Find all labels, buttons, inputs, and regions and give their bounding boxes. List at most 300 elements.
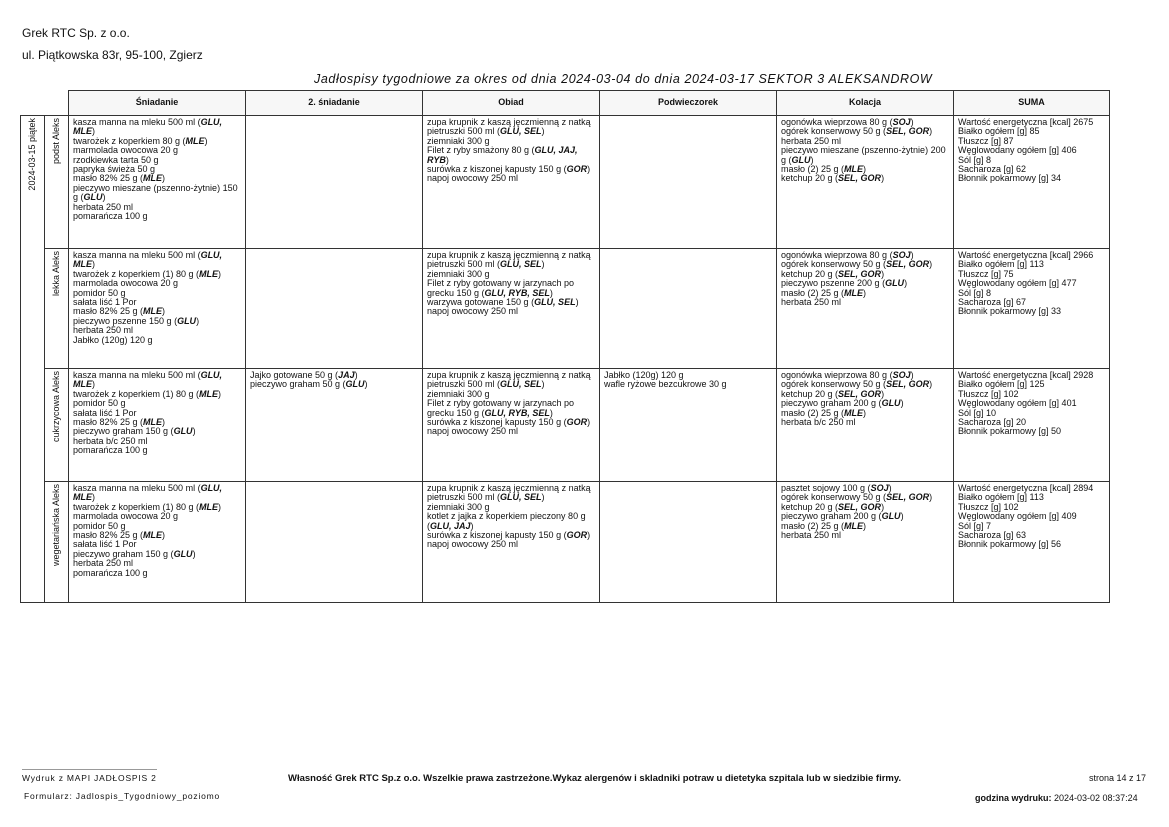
table-row: [21, 369, 1110, 482]
menu-text: ): [549, 287, 553, 298]
menu-text: twarożek z koperkiem (1) 80 g (: [73, 388, 200, 399]
print-source: Wydruk z MAPI JADŁOSPIS 2: [22, 773, 157, 783]
meal-cell-second-breakfast: [246, 369, 423, 482]
menu-text: napoj owocowy 250 ml: [427, 539, 519, 550]
menu-text: surówka z kiszonej kapusty 150 g (: [427, 164, 567, 175]
allergen-code: GOR: [566, 417, 588, 428]
menu-line: [73, 212, 241, 221]
allergen-code: GLU: [885, 278, 905, 289]
allergen-code: GLU, RYB, SEL: [484, 287, 550, 298]
allergen-code: SOJ: [892, 370, 911, 380]
menu-text: ): [541, 259, 545, 270]
menu-text: herbata b/c 250 ml: [781, 417, 856, 428]
menu-text: ): [541, 492, 545, 503]
meal-cell-dinner: [777, 116, 954, 249]
menu-text: Tłuszcz [g] 75: [958, 268, 1014, 279]
allergen-code: MLE: [199, 388, 219, 399]
menu-text: Węglowodany ogółem [g] 406: [958, 145, 1077, 156]
menu-text: ): [162, 530, 166, 541]
menu-text: ogórek konserwowy 50 g (: [781, 379, 887, 390]
menu-text: ziemniaki 300 g: [427, 135, 490, 146]
meal-cell-afternoon-snack: [600, 369, 777, 482]
meal-cell-sum: [954, 249, 1110, 369]
diet-label: wegetariańska Aleks: [50, 484, 61, 567]
menu-text: ): [929, 492, 933, 503]
menu-text: pieczywo graham 150 g (: [73, 548, 174, 559]
allergen-code: MLE: [844, 164, 864, 175]
menu-text: ): [196, 315, 200, 326]
allergen-code: GOR: [566, 164, 588, 175]
form-name: Formularz: Jadlospis_Tygodniowy_poziomo: [24, 791, 221, 801]
meal-cell-lunch: [423, 116, 600, 249]
document-title: Jadłospisy tygodniowe za okres od dnia 2024-03-04 do dnia 2024-03-17 SEKTOR 3 ALEKSANDROW: [314, 72, 933, 86]
allergen-code: MLE: [143, 306, 163, 317]
allergen-code: GLU: [177, 315, 197, 326]
menu-line: [958, 174, 1105, 183]
menu-line: [73, 251, 241, 260]
menu-text: ): [92, 492, 95, 503]
print-time-label: godzina wydruku:: [975, 793, 1052, 803]
allergen-code: SEL, GOR: [886, 259, 930, 270]
menu-text: Sól [g] 8: [958, 287, 992, 298]
meal-cell-second-breakfast: [246, 249, 423, 369]
menu-text: ): [192, 548, 196, 559]
company-address: ul. Piątkowska 83r, 95-100, Zgierz: [22, 48, 203, 62]
menu-text: Sacharoza [g] 62: [958, 164, 1027, 175]
menu-text: wafle ryżowe bezcukrowe 30 g: [604, 379, 727, 390]
meal-cell-breakfast: [69, 249, 246, 369]
menu-text: pietruszki 500 ml (: [427, 259, 501, 270]
menu-text: Jajko gotowane 50 g (: [250, 370, 339, 380]
menu-text: ): [549, 407, 553, 418]
menu-text: Filet z ryby smażony 80 g (: [427, 145, 535, 156]
menu-text: sałata liść 1 Por: [73, 407, 137, 418]
menu-text: Sól [g] 7: [958, 520, 992, 531]
menu-line: [73, 336, 241, 345]
menu-text: sałata liść 1 Por: [73, 297, 137, 308]
menu-text: surówka z kiszonej kapusty 150 g (: [427, 530, 567, 541]
menu-line: [781, 298, 949, 307]
menu-text: napoj owocowy 250 ml: [427, 306, 519, 317]
menu-text: ): [102, 192, 106, 203]
header-blank: [45, 91, 69, 116]
allergen-code: SOJ: [892, 250, 911, 260]
meal-cell-dinner: [777, 369, 954, 482]
diet-label: podst Aleks: [50, 118, 61, 165]
menu-text: kasza manna na mleku 500 ml (: [73, 483, 201, 493]
menu-text: kotlet z jajka z koperkiem pieczony 80 g: [427, 511, 586, 522]
menu-text: kasza manna na mleku 500 ml (: [73, 370, 201, 380]
table-row: [21, 249, 1110, 369]
menu-text: pomidor 50 g: [73, 287, 126, 298]
menu-text: kasza manna na mleku 500 ml (: [73, 117, 201, 127]
menu-text: ziemniaki 300 g: [427, 501, 490, 512]
allergen-code: GLU,: [200, 370, 223, 380]
menu-text: Sól [g] 10: [958, 407, 997, 418]
meal-cell-lunch: [423, 369, 600, 482]
menu-text: marmolada owocowa 20 g: [73, 145, 179, 156]
menu-text: kasza manna na mleku 500 ml (: [73, 250, 201, 260]
menu-text: papryka świeża 50 g: [73, 164, 156, 175]
table-row: [21, 116, 1110, 249]
menu-text: grecku 150 g (: [427, 287, 485, 298]
menu-text: Węglowodany ogółem [g] 477: [958, 278, 1077, 289]
menu-text: Wartość energetyczna [kcal] 2675: [958, 117, 1094, 127]
menu-line: [958, 540, 1105, 549]
menu-text: Białko ogółem [g] 113: [958, 492, 1044, 503]
menu-text: pieczywo mieszane (pszenno-żytnie) 200: [781, 145, 946, 156]
menu-text: ): [192, 426, 196, 437]
menu-text: Białko ogółem [g] 113: [958, 259, 1044, 270]
menu-text: ): [929, 126, 933, 137]
allergen-code: GLU, RYB, SEL: [484, 407, 550, 418]
menu-line: [73, 484, 241, 493]
menu-text: ): [900, 398, 904, 409]
menu-text: pieczywo graham 50 g (: [250, 379, 346, 390]
menu-text: warzywa gotowane 150 g (: [427, 297, 535, 308]
menu-text: ): [92, 379, 95, 390]
menu-text: ): [587, 530, 591, 541]
allergen-code: GLU, SEL: [534, 297, 576, 308]
allergen-code: MLE: [844, 407, 864, 418]
allergen-code: MLE: [73, 492, 92, 503]
menu-text: ): [910, 117, 914, 127]
menu-text: Jabłko (120g) 120 g: [604, 370, 684, 380]
menu-text: Tłuszcz [g] 102: [958, 388, 1019, 399]
meal-cell-afternoon-snack: [600, 116, 777, 249]
menu-text: Błonnik pokarmowy [g] 56: [958, 539, 1062, 550]
menu-text: ogórek konserwowy 50 g (: [781, 492, 887, 503]
column-header-sum: SUMA: [954, 91, 1110, 116]
allergen-code: SOJ: [870, 483, 889, 493]
date-cell: [21, 116, 45, 603]
menu-text: masło 82% 25 g (: [73, 306, 144, 317]
menu-line: [73, 446, 241, 455]
menu-text: ): [587, 164, 591, 175]
menu-line: [958, 427, 1105, 436]
allergen-code: SEL, GOR: [838, 268, 882, 279]
menu-text: pieczywo graham 200 g (: [781, 511, 882, 522]
menu-text: pieczywo pszenne 150 g (: [73, 315, 178, 326]
menu-text: pasztet sojowy 100 g (: [781, 483, 871, 493]
allergen-code: GLU,: [200, 117, 223, 127]
menu-text: herbata b/c 250 ml: [73, 435, 148, 446]
menu-text: ): [810, 154, 814, 165]
diet-cell: [45, 116, 69, 249]
menu-text: masło 82% 25 g (: [73, 173, 144, 184]
menu-text: pieczywo graham 200 g (: [781, 398, 882, 409]
weekly-menu-table: [20, 90, 1110, 603]
diet-cell: [45, 249, 69, 369]
menu-text: ): [162, 417, 166, 428]
print-time: [975, 793, 1138, 803]
allergen-code: GLU,: [200, 483, 223, 493]
menu-text: ): [863, 164, 867, 175]
allergen-code: GLU, SEL: [500, 259, 542, 270]
menu-line: [427, 540, 595, 549]
menu-text: ): [218, 268, 222, 279]
menu-text: herbata 250 ml: [781, 135, 842, 146]
menu-text: herbata 250 ml: [73, 325, 134, 336]
menu-text: Sacharoza [g] 20: [958, 417, 1027, 428]
menu-text: ogonówka wieprzowa 80 g (: [781, 370, 893, 380]
menu-text: ): [470, 520, 474, 531]
menu-text: Błonnik pokarmowy [g] 34: [958, 173, 1062, 184]
meal-cell-breakfast: [69, 482, 246, 603]
menu-text: pieczywo mieszane (pszenno-żytnie) 150: [73, 182, 238, 193]
menu-text: napoj owocowy 250 ml: [427, 426, 519, 437]
menu-text: ): [218, 388, 222, 399]
table-body: [21, 116, 1110, 603]
menu-text: ): [881, 173, 885, 184]
menu-text: Sacharoza [g] 63: [958, 530, 1027, 541]
diet-cell: [45, 482, 69, 603]
menu-text: Węglowodany ogółem [g] 401: [958, 398, 1077, 409]
company-info: [22, 22, 203, 66]
allergen-code: GLU: [83, 192, 103, 203]
menu-text: ): [354, 370, 358, 380]
menu-text: Błonnik pokarmowy [g] 50: [958, 426, 1062, 437]
menu-text: g (: [73, 192, 84, 203]
menu-text: ): [900, 511, 904, 522]
menu-text: zupa krupnik z kaszą jęczmienną z natką: [427, 370, 591, 380]
allergen-code: JAJ: [338, 370, 355, 380]
menu-text: pomidor 50 g: [73, 398, 126, 409]
allergen-code: SEL, GOR: [886, 126, 930, 137]
menu-text: ): [863, 407, 867, 418]
menu-text: pomarańcza 100 g: [73, 211, 148, 222]
menu-text: ): [204, 135, 208, 146]
allergen-code: GLU,: [200, 250, 223, 260]
meal-cell-lunch: [423, 482, 600, 603]
menu-text: ): [881, 268, 885, 279]
allergen-code: GLU, JAJ,: [534, 145, 578, 156]
menu-text: herbata 250 ml: [73, 558, 134, 569]
allergen-code: GLU: [881, 398, 901, 409]
menu-text: sałata liść 1 Por: [73, 539, 137, 550]
meal-cell-sum: [954, 369, 1110, 482]
menu-text: napoj owocowy 250 ml: [427, 173, 519, 184]
menu-text: ): [881, 388, 885, 399]
menu-text: ): [92, 126, 95, 137]
menu-text: twarożek z koperkiem 80 g (: [73, 135, 186, 146]
menu-text: ketchup 20 g (: [781, 268, 839, 279]
menu-text: pomarańcza 100 g: [73, 445, 148, 456]
menu-text: ogórek konserwowy 50 g (: [781, 259, 887, 270]
menu-text: zupa krupnik z kaszą jęczmienną z natką: [427, 250, 591, 260]
allergen-code: GLU, SEL: [500, 379, 542, 390]
ownership-note: Własność Grek RTC Sp.z o.o. Wszelkie prawa zastrzeżone.Wykaz alergenów i skladniki potraw u dietetyka szpitala lub w siedzibie firmy.: [288, 773, 902, 784]
menu-line: [781, 174, 949, 183]
menu-line: [958, 307, 1105, 316]
menu-text: ziemniaki 300 g: [427, 268, 490, 279]
meal-cell-afternoon-snack: [600, 249, 777, 369]
meal-cell-afternoon-snack: [600, 482, 777, 603]
menu-text: zupa krupnik z kaszą jęczmienną z natką: [427, 483, 591, 493]
menu-text: herbata 250 ml: [781, 530, 842, 541]
menu-text: (: [427, 520, 430, 531]
menu-text: pomidor 50 g: [73, 520, 126, 531]
allergen-code: GLU: [173, 548, 193, 559]
allergen-code: GLU, JAJ: [430, 520, 471, 531]
menu-text: ): [445, 154, 449, 165]
allergen-code: GLU, SEL: [500, 126, 542, 137]
menu-text: ): [910, 370, 914, 380]
menu-text: pietruszki 500 ml (: [427, 126, 501, 137]
menu-text: grecku 150 g (: [427, 407, 485, 418]
menu-line: [427, 174, 595, 183]
menu-text: masło (2) 25 g (: [781, 407, 845, 418]
menu-text: Wartość energetyczna [kcal] 2928: [958, 370, 1094, 380]
menu-text: ogórek konserwowy 50 g (: [781, 126, 887, 137]
allergen-code: SEL, GOR: [838, 501, 882, 512]
date-label: 2024-03-15 piątek: [26, 118, 37, 191]
menu-text: ): [888, 483, 892, 493]
menu-line: [781, 531, 949, 540]
allergen-code: GLU, SEL: [500, 492, 542, 503]
menu-text: ): [929, 259, 933, 270]
menu-text: pieczywo pszenne 200 g (: [781, 278, 886, 289]
menu-line: [250, 380, 418, 389]
menu-text: herbata 250 ml: [781, 297, 842, 308]
header-blank: [21, 91, 45, 116]
menu-text: twarożek z koperkiem (1) 80 g (: [73, 501, 200, 512]
allergen-code: MLE: [73, 126, 92, 137]
menu-text: zupa krupnik z kaszą jęczmienną z natką: [427, 117, 591, 127]
meal-cell-sum: [954, 482, 1110, 603]
menu-text: pieczywo graham 150 g (: [73, 426, 174, 437]
menu-text: ): [218, 501, 222, 512]
allergen-code: MLE: [143, 173, 163, 184]
allergen-code: MLE: [185, 135, 205, 146]
menu-text: Jabłko (120g) 120 g: [73, 334, 153, 345]
menu-text: pietruszki 500 ml (: [427, 379, 501, 390]
menu-text: Filet z ryby gotowany w jarzynach po: [427, 398, 575, 409]
menu-text: surówka z kiszonej kapusty 150 g (: [427, 417, 567, 428]
menu-text: pietruszki 500 ml (: [427, 492, 501, 503]
diet-label: lekka Aleks: [50, 251, 61, 297]
menu-text: ): [541, 126, 545, 137]
menu-text: ketchup 20 g (: [781, 388, 839, 399]
menu-text: ): [575, 297, 579, 308]
table-row: [21, 482, 1110, 603]
column-header-lunch: Obiad: [423, 91, 600, 116]
allergen-code: MLE: [143, 417, 163, 428]
allergen-code: SEL, GOR: [838, 388, 882, 399]
allergen-code: SOJ: [892, 117, 911, 127]
menu-text: Wartość energetyczna [kcal] 2966: [958, 250, 1094, 260]
menu-text: Tłuszcz [g] 102: [958, 501, 1019, 512]
allergen-code: MLE: [143, 530, 163, 541]
menu-text: ): [92, 259, 95, 270]
allergen-code: GLU: [881, 511, 901, 522]
menu-text: ): [929, 379, 933, 390]
menu-text: ketchup 20 g (: [781, 173, 839, 184]
diet-cell: [45, 369, 69, 482]
menu-text: masło (2) 25 g (: [781, 287, 845, 298]
allergen-code: RYB: [427, 154, 446, 165]
menu-text: Białko ogółem [g] 125: [958, 379, 1045, 390]
meal-cell-second-breakfast: [246, 116, 423, 249]
allergen-code: SEL, GOR: [886, 379, 930, 390]
menu-text: ogonówka wieprzowa 80 g (: [781, 117, 893, 127]
menu-text: pomarańcza 100 g: [73, 567, 148, 578]
allergen-code: MLE: [844, 520, 864, 531]
menu-text: ): [904, 278, 908, 289]
menu-text: ketchup 20 g (: [781, 501, 839, 512]
menu-text: ziemniaki 300 g: [427, 388, 490, 399]
menu-text: g (: [781, 154, 792, 165]
menu-text: masło (2) 25 g (: [781, 520, 845, 531]
menu-text: ): [364, 379, 368, 390]
menu-text: Tłuszcz [g] 87: [958, 135, 1014, 146]
menu-text: Filet z ryby gotowany w jarzynach po: [427, 278, 575, 289]
menu-text: Sacharoza [g] 67: [958, 297, 1027, 308]
menu-text: ): [541, 379, 545, 390]
column-header-breakfast: Śniadanie: [69, 91, 246, 116]
allergen-code: MLE: [199, 501, 219, 512]
diet-label: cukrzycowa Aleks: [50, 371, 61, 443]
column-header-afternoon-snack: Podwieczorek: [600, 91, 777, 116]
table-header-row: [21, 91, 1110, 116]
menu-text: herbata 250 ml: [73, 201, 134, 212]
allergen-code: MLE: [73, 259, 92, 270]
menu-text: ): [162, 306, 166, 317]
menu-text: masło 82% 25 g (: [73, 530, 144, 541]
menu-text: ): [863, 520, 867, 531]
menu-text: Białko ogółem [g] 85: [958, 126, 1040, 137]
menu-text: ): [162, 173, 166, 184]
meal-cell-sum: [954, 116, 1110, 249]
menu-line: [427, 307, 595, 316]
column-header-dinner: Kolacja: [777, 91, 954, 116]
allergen-code: GLU: [173, 426, 193, 437]
menu-text: Sól [g] 8: [958, 154, 992, 165]
allergen-code: SEL, GOR: [886, 492, 930, 503]
menu-text: ): [587, 417, 591, 428]
allergen-code: GOR: [566, 530, 588, 541]
allergen-code: MLE: [199, 268, 219, 279]
menu-text: rzodkiewka tarta 50 g: [73, 154, 159, 165]
menu-line: [604, 380, 772, 389]
menu-line: [73, 371, 241, 380]
meal-cell-breakfast: [69, 116, 246, 249]
menu-line: [427, 427, 595, 436]
company-name: Grek RTC Sp. z o.o.: [22, 26, 130, 40]
allergen-code: MLE: [73, 379, 92, 390]
meal-cell-lunch: [423, 249, 600, 369]
column-header-second-breakfast: 2. śniadanie: [246, 91, 423, 116]
menu-text: Wartość energetyczna [kcal] 2894: [958, 483, 1094, 493]
menu-text: ): [863, 287, 867, 298]
allergen-code: MLE: [844, 287, 864, 298]
menu-text: ): [881, 501, 885, 512]
allergen-code: SEL, GOR: [838, 173, 882, 184]
menu-text: twarożek z koperkiem (1) 80 g (: [73, 268, 200, 279]
menu-text: marmolada owocowa 20 g: [73, 278, 179, 289]
meal-cell-dinner: [777, 482, 954, 603]
page-info: strona 14 z 17: [1089, 773, 1147, 783]
meal-cell-breakfast: [69, 369, 246, 482]
menu-text: ogonówka wieprzowa 80 g (: [781, 250, 893, 260]
menu-line: [73, 118, 241, 127]
menu-text: masło (2) 25 g (: [781, 164, 845, 175]
allergen-code: GLU: [791, 154, 811, 165]
menu-text: Węglowodany ogółem [g] 409: [958, 511, 1077, 522]
print-time-value: 2024-03-02 08:37:24: [1054, 793, 1138, 803]
menu-line: [427, 146, 595, 155]
meal-cell-dinner: [777, 249, 954, 369]
